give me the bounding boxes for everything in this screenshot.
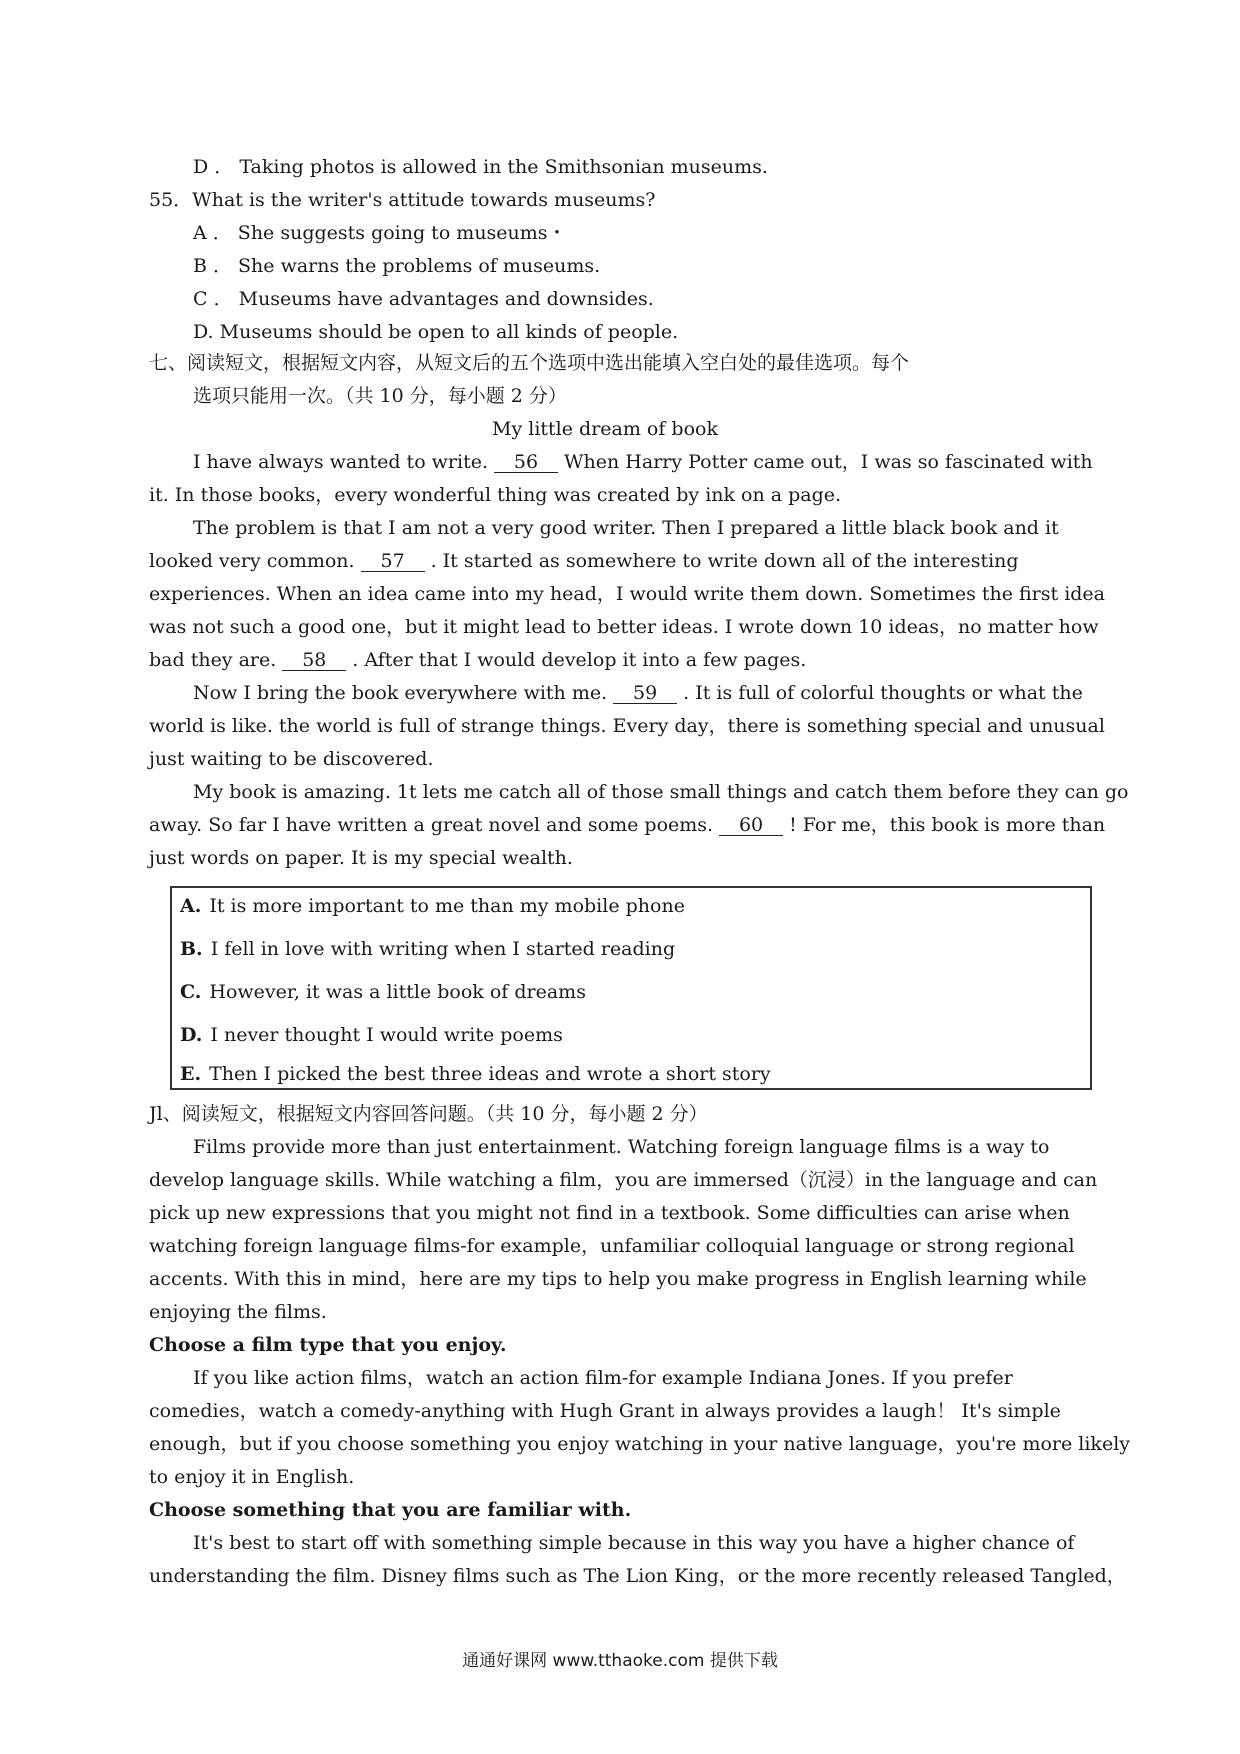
blank-60: 60	[719, 815, 783, 836]
passage-line: just waiting to be discovered.	[149, 748, 434, 770]
option-e: E. Then I picked the best three ideas and wrote a short story	[180, 1063, 771, 1085]
q55-option-d: D. Museums should be open to all kinds of people.	[193, 321, 679, 343]
passage-line: I have always wanted to write. 56 When Harry Potter came out，I was so fascinated with	[193, 451, 1093, 473]
subheading: Choose something that you are familiar with.	[149, 1499, 632, 1521]
q55-question: 55．What is the writer's attitude towards museums?	[149, 189, 656, 211]
section7-heading-cont: 选项只能用一次。（共 10 分，每小题 2 分）	[193, 385, 567, 407]
option-a: A. It is more important to me than my mobile phone	[180, 895, 685, 917]
passage-line: just words on paper. It is my special wealth.	[149, 847, 573, 869]
passage-line: comedies，watch a comedy-anything with Hugh Grant in always provides a laugh！ It's simple	[149, 1400, 1061, 1422]
passage-line: enough，but if you choose something you enjoy watching in your native language，you're more likely	[149, 1433, 1131, 1455]
option-d: D. I never thought I would write poems	[180, 1024, 563, 1046]
option-b: B. I fell in love with writing when I started reading	[180, 938, 676, 960]
q55-option-b: B ． She warns the problems of museums.	[193, 255, 601, 277]
subheading: Choose a film type that you enjoy.	[149, 1334, 507, 1356]
passage-line: looked very common. 57 . It started as somewhere to write down all of the interesting	[149, 550, 1019, 572]
passage-line: it. In those books，every wonderful thing was created by ink on a page.	[149, 484, 842, 506]
passage-line: My book is amazing. 1t lets me catch all of those small things and catch them before they can go	[193, 781, 1129, 803]
passage-line: away. So far I have written a great novel and some poems. 60 ! For me，this book is more than	[149, 814, 1106, 836]
passage-line: world is like. the world is full of strange things. Every day，there is something special and unusual	[149, 715, 1105, 737]
passage-line: develop language skills. While watching a film，you are immersed（沉浸）in the language and can	[149, 1169, 1098, 1191]
blank-59: 59	[613, 683, 677, 704]
option-c: C. However, it was a little book of dreams	[180, 981, 586, 1003]
q55-option-c: C ． Museums have advantages and downsides.	[193, 288, 654, 310]
passage-line: accents. With this in mind，here are my tips to help you make progress in English learning while	[149, 1268, 1087, 1290]
passage-line: The problem is that I am not a very good writer. Then I prepared a little black book and it	[193, 517, 1059, 539]
passage-line: If you like action films，watch an action film-for example Indiana Jones. If you prefer	[193, 1367, 1013, 1389]
options-box	[170, 886, 1092, 1090]
passage-line: watching foreign language films-for example，unfamiliar colloquial language or strong regional	[149, 1235, 1075, 1257]
passage-title: My little dream of book	[492, 418, 718, 440]
passage-line: was not such a good one，but it might lead to better ideas. I wrote down 10 ideas，no matter how	[149, 616, 1099, 638]
passage-line: pick up new expressions that you might not find in a textbook. Some difficulties can arise when	[149, 1202, 1070, 1224]
q54-option-d: D ． Taking photos is allowed in the Smithsonian museums.	[193, 156, 768, 178]
page-footer: 通通好课网 www.tthaoke.com 提供下载	[462, 1651, 778, 1671]
blank-58: 58	[282, 650, 346, 671]
passage-line: experiences. When an idea came into my head，I would write them down. Sometimes the first idea	[149, 583, 1106, 605]
passage-line: understanding the film. Disney films such as The Lion King，or the more recently released Tangled，	[149, 1565, 1126, 1587]
passage-line: It's best to start off with something simple because in this way you have a higher chance of	[193, 1532, 1075, 1554]
section7-heading: 七、阅读短文，根据短文内容，从短文后的五个选项中选出能填入空白处的最佳选项。每个	[149, 352, 910, 374]
passage-line: Now I bring the book everywhere with me. 59 . It is full of colorful thoughts or what the	[193, 682, 1083, 704]
q55-option-a: A ． She suggests going to museums・	[193, 222, 567, 244]
passage-line: enjoying the films.	[149, 1301, 327, 1323]
passage-line: bad they are. 58 . After that I would develop it into a few pages.	[149, 649, 807, 671]
passage-line: Films provide more than just entertainment. Watching foreign language films is a way to	[193, 1136, 1050, 1158]
blank-57: 57	[361, 551, 425, 572]
blank-56: 56	[494, 452, 558, 473]
passage-line: to enjoy it in English.	[149, 1466, 355, 1488]
section8-heading: Jl、阅读短文，根据短文内容回答问题。（共 10 分，每小题 2 分）	[149, 1103, 708, 1125]
